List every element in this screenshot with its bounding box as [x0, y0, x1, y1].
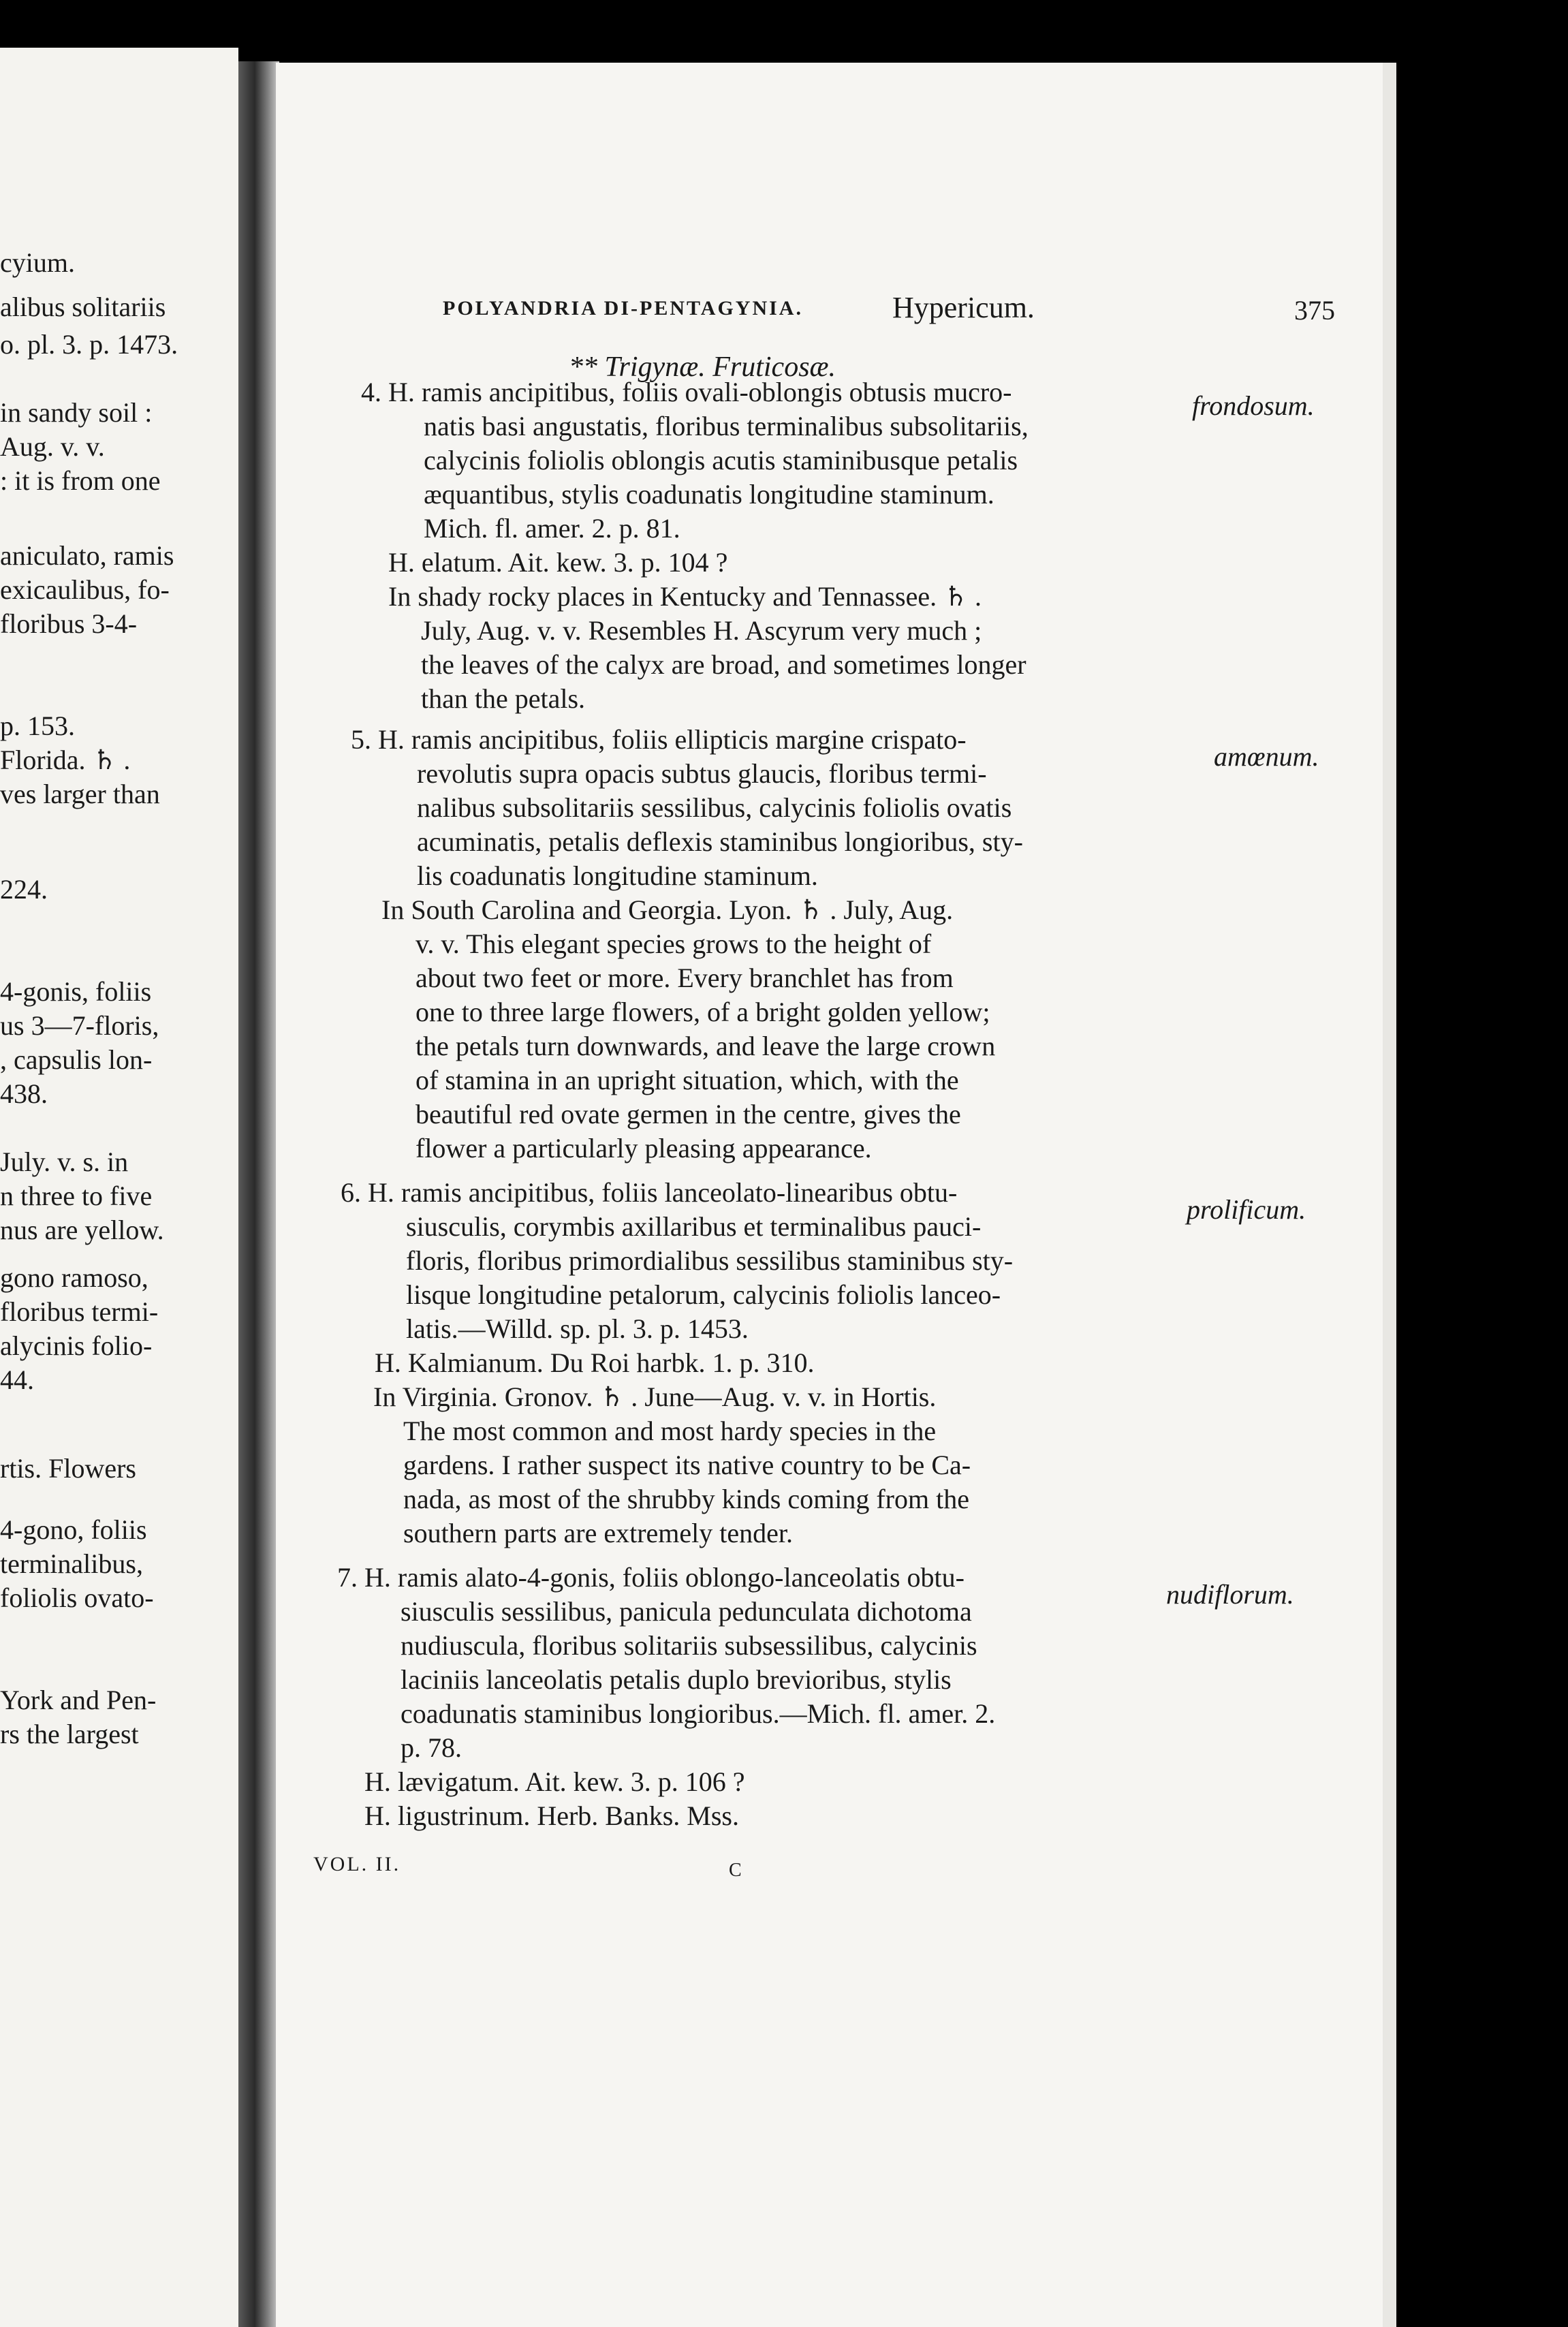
entry-line: natis basi angustatis, floribus terminalibus subsolitariis,: [424, 411, 1029, 441]
entry-line: flower a particularly pleasing appearance.: [415, 1133, 872, 1164]
left-page-line: exicaulibus, fo-: [0, 574, 170, 605]
left-page-line: gono ramoso,: [0, 1262, 148, 1293]
left-page-line: floribus termi-: [0, 1296, 159, 1327]
entry-line: nudiuscula, floribus solitariis subsessilibus, calycinis: [401, 1630, 977, 1661]
left-page-line: 438.: [0, 1078, 48, 1109]
left-page-line: n three to five: [0, 1181, 153, 1211]
entry-line: H. Kalmianum. Du Roi harbk. 1. p. 310.: [375, 1347, 815, 1378]
entry-line: 4. H. ramis ancipitibus, foliis ovali-oblongis obtusis mucro-: [361, 377, 1012, 407]
running-title: Hypericum.: [892, 291, 1035, 324]
entry-line: floris, floribus primordialibus sessilibus staminibus sty-: [406, 1245, 1014, 1276]
subheading: ** Trigynæ. Fruticosæ.: [569, 352, 836, 383]
entry-line: siusculis, corymbis axillaribus et terminalibus pauci-: [406, 1211, 982, 1242]
left-page-line: rtis. Flowers: [0, 1453, 136, 1484]
entry-line: lis coadunatis longitudine staminum.: [417, 860, 818, 891]
left-page-line: nus are yellow.: [0, 1215, 164, 1245]
entry-line: than the petals.: [421, 683, 586, 714]
left-page-line: York and Pen-: [0, 1685, 157, 1715]
entry-line: v. v. This elegant species grows to the height of: [415, 928, 932, 959]
left-page-line: 44.: [0, 1364, 34, 1395]
left-page-line: terminalibus,: [0, 1548, 143, 1579]
entry-line: acuminatis, petalis deflexis staminibus longioribus, sty-: [417, 826, 1023, 857]
entry-line: In shady rocky places in Kentucky and Tennassee. ♄ .: [388, 581, 982, 612]
entry-line: beautiful red ovate germen in the centre, gives the: [415, 1099, 961, 1129]
entry-line: latis.—Willd. sp. pl. 3. p. 1453.: [406, 1313, 749, 1344]
left-page-line: 224.: [0, 874, 48, 905]
entry-line: nada, as most of the shrubby kinds coming from the: [403, 1484, 969, 1514]
left-page-line: in sandy soil :: [0, 397, 153, 428]
left-page-line: aniculato, ramis: [0, 540, 174, 571]
page-number: 375: [1294, 295, 1335, 326]
entry-line: 5. H. ramis ancipitibus, foliis ellipticis margine crispato-: [351, 724, 967, 755]
left-page-line: July. v. s. in: [0, 1146, 129, 1177]
entry-line: H. lævigatum. Ait. kew. 3. p. 106 ?: [364, 1766, 745, 1797]
entry-line: July, Aug. v. v. Resembles H. Ascyrum very much ;: [421, 615, 982, 646]
entry-line: 6. H. ramis ancipitibus, foliis lanceolato-linearibus obtu-: [341, 1177, 958, 1208]
entry-line: one to three large flowers, of a bright golden yellow;: [415, 997, 990, 1027]
entry-line: H. ligustrinum. Herb. Banks. Mss.: [364, 1800, 739, 1831]
left-page-line: alycinis folio-: [0, 1330, 153, 1361]
left-page-line: ves larger than: [0, 779, 160, 809]
left-page-line: rs the largest: [0, 1719, 139, 1749]
entry-line: about two feet or more. Every branchlet has from: [415, 963, 954, 993]
entry-line: calycinis foliolis oblongis acutis staminibusque petalis: [424, 445, 1018, 475]
entry-line: revolutis supra opacis subtus glaucis, floribus termi-: [417, 758, 987, 789]
left-page-line: p. 153.: [0, 710, 75, 741]
species-name: prolificum.: [1187, 1194, 1306, 1225]
page-edge: [1383, 63, 1396, 2327]
left-page-line: us 3—7-floris,: [0, 1010, 159, 1041]
species-name: nudiflorum.: [1166, 1579, 1294, 1610]
left-page-line: cyium.: [0, 247, 75, 278]
left-page-line: floribus 3-4-: [0, 608, 138, 639]
entry-line: coadunatis staminibus longioribus.—Mich. fl. amer. 2.: [401, 1698, 996, 1729]
entry-line: siusculis sessilibus, panicula pedunculata dichotoma: [401, 1596, 972, 1627]
entry-line: of stamina in an upright situation, which, with the: [415, 1065, 959, 1095]
entry-line: In South Carolina and Georgia. Lyon. ♄ . July, Aug.: [381, 894, 954, 925]
entry-line: the petals turn downwards, and leave the large crown: [415, 1031, 996, 1061]
entry-line: laciniis lanceolatis petalis duplo brevioribus, stylis: [401, 1664, 952, 1695]
volume-footer: VOL. II.: [313, 1853, 401, 1875]
entry-line: nalibus subsolitariis sessilibus, calycinis foliolis ovatis: [417, 792, 1012, 823]
entry-line: lisque longitudine petalorum, calycinis foliolis lanceo-: [406, 1279, 1001, 1310]
running-head: POLYANDRIA DI-PENTAGYNIA.: [443, 297, 803, 319]
signature-mark: C: [729, 1860, 744, 1881]
entry-line: H. elatum. Ait. kew. 3. p. 104 ?: [388, 547, 728, 578]
entry-line: the leaves of the calyx are broad, and sometimes longer: [421, 649, 1026, 680]
left-page-line: , capsulis lon-: [0, 1044, 153, 1075]
facing-page-left: [0, 48, 238, 2327]
left-page-line: Florida. ♄ .: [0, 745, 131, 775]
entry-line: p. 78.: [401, 1732, 462, 1763]
left-page-line: 4-gono, foliis: [0, 1514, 147, 1545]
species-name: amœnum.: [1214, 741, 1319, 772]
entry-line: 7. H. ramis alato-4-gonis, foliis oblongo-lanceolatis obtu-: [337, 1562, 965, 1593]
left-page-line: Aug. v. v.: [0, 431, 105, 462]
left-page-line: alibus solitariis: [0, 292, 166, 322]
entry-line: gardens. I rather suspect its native country to be Ca-: [403, 1450, 971, 1480]
entry-line: æquantibus, stylis coadunatis longitudine staminum.: [424, 479, 994, 510]
species-name: frondosum.: [1192, 390, 1315, 421]
left-page-line: foliolis ovato-: [0, 1582, 154, 1613]
entry-line: southern parts are extremely tender.: [403, 1518, 793, 1548]
entry-line: In Virginia. Gronov. ♄ . June—Aug. v. v. in Hortis.: [373, 1381, 937, 1412]
entry-line: Mich. fl. amer. 2. p. 81.: [424, 513, 680, 544]
book-gutter: [238, 61, 279, 2327]
entry-line: The most common and most hardy species in the: [403, 1416, 937, 1446]
left-page-line: : it is from one: [0, 465, 161, 496]
left-page-line: 4-gonis, foliis: [0, 976, 152, 1007]
left-page-line: o. pl. 3. p. 1473.: [0, 329, 178, 360]
